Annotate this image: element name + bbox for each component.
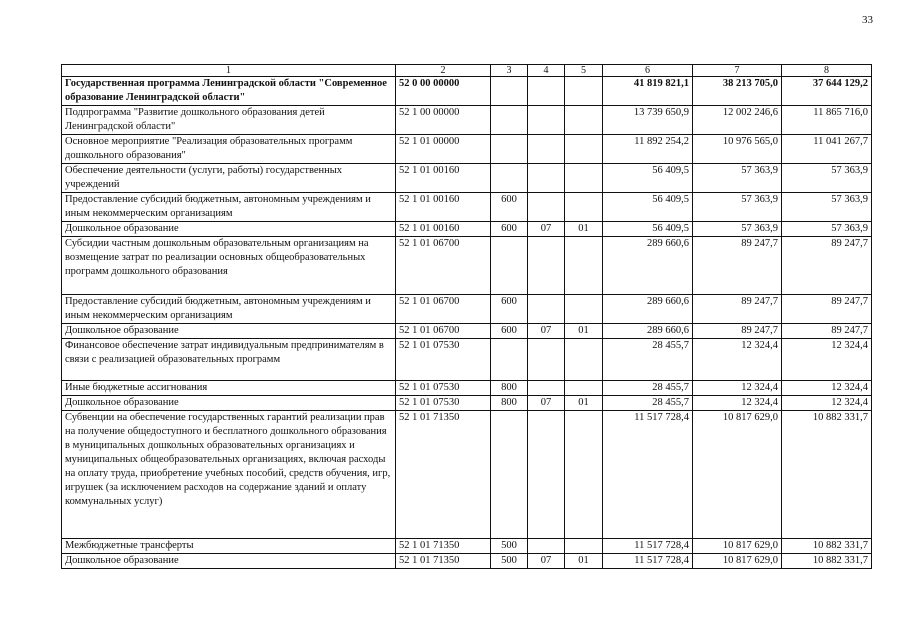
table-row (62, 77, 872, 106)
row-section (528, 295, 565, 324)
table-row (62, 539, 872, 554)
row-subsection (565, 164, 603, 193)
row-name: Подпрограмма "Развитие дошкольного образования детей Ленинградской области" (62, 106, 396, 135)
row-subsection (565, 237, 603, 295)
row-expense-type: 800 (491, 396, 528, 411)
row-expense-type: 500 (491, 539, 528, 554)
row-section (528, 77, 565, 106)
row-expense-type: 600 (491, 222, 528, 237)
row-subsection: 01 (565, 396, 603, 411)
row-section (528, 164, 565, 193)
row-value-year3: 37 644 129,2 (782, 77, 872, 106)
row-section (528, 237, 565, 295)
table-row (62, 324, 872, 339)
header-cell: 8 (782, 65, 872, 77)
row-value-year3: 11 865 716,0 (782, 106, 872, 135)
header-cell: 4 (528, 65, 565, 77)
row-value-year3: 10 882 331,7 (782, 411, 872, 539)
row-subsection: 01 (565, 324, 603, 339)
row-section (528, 135, 565, 164)
row-subsection (565, 135, 603, 164)
header-cell: 3 (491, 65, 528, 77)
table-row (62, 135, 872, 164)
row-value-year2: 38 213 705,0 (693, 77, 782, 106)
row-value-year1: 56 409,5 (603, 193, 693, 222)
row-value-year2: 57 363,9 (693, 164, 782, 193)
row-code: 52 1 01 07530 (396, 396, 491, 411)
row-name: Предоставление субсидий бюджетным, автономным учреждениям и иным некоммерческим организациям (62, 295, 396, 324)
header-cell: 7 (693, 65, 782, 77)
row-name: Основное мероприятие "Реализация образовательных программ дошкольного образования" (62, 135, 396, 164)
row-value-year3: 12 324,4 (782, 396, 872, 411)
row-section (528, 193, 565, 222)
row-expense-type: 600 (491, 193, 528, 222)
row-code: 52 1 01 00160 (396, 193, 491, 222)
row-expense-type: 600 (491, 324, 528, 339)
row-value-year3: 89 247,7 (782, 295, 872, 324)
row-subsection (565, 106, 603, 135)
row-value-year1: 11 517 728,4 (603, 539, 693, 554)
row-value-year2: 12 324,4 (693, 339, 782, 381)
row-code: 52 1 01 71350 (396, 539, 491, 554)
row-expense-type (491, 411, 528, 539)
row-expense-type: 500 (491, 554, 528, 569)
row-value-year3: 57 363,9 (782, 193, 872, 222)
row-value-year1: 28 455,7 (603, 381, 693, 396)
row-subsection: 01 (565, 222, 603, 237)
row-value-year2: 89 247,7 (693, 295, 782, 324)
row-code: 52 0 00 00000 (396, 77, 491, 106)
row-value-year2: 12 002 246,6 (693, 106, 782, 135)
row-value-year2: 12 324,4 (693, 381, 782, 396)
row-name: Дошкольное образование (62, 324, 396, 339)
row-name: Субсидии частным дошкольным образовательным организациям на возмещение затрат по реализации основных общеобразовательных программ дошкольного образования (62, 237, 396, 295)
table-row (62, 237, 872, 295)
row-expense-type (491, 77, 528, 106)
row-code: 52 1 01 07530 (396, 381, 491, 396)
header-cell: 2 (396, 65, 491, 77)
row-name: Дошкольное образование (62, 396, 396, 411)
table-row (62, 295, 872, 324)
row-code: 52 1 01 71350 (396, 411, 491, 539)
row-expense-type (491, 237, 528, 295)
row-value-year2: 57 363,9 (693, 222, 782, 237)
budget-table (61, 64, 872, 569)
row-name: Предоставление субсидий бюджетным, автономным учреждениям и иным некоммерческим организациям (62, 193, 396, 222)
row-section: 07 (528, 396, 565, 411)
row-code: 52 1 01 00160 (396, 222, 491, 237)
row-subsection (565, 193, 603, 222)
row-value-year1: 11 517 728,4 (603, 411, 693, 539)
row-subsection: 01 (565, 554, 603, 569)
row-section (528, 106, 565, 135)
row-section: 07 (528, 222, 565, 237)
row-value-year1: 28 455,7 (603, 339, 693, 381)
row-value-year3: 10 882 331,7 (782, 554, 872, 569)
row-value-year1: 13 739 650,9 (603, 106, 693, 135)
table-row (62, 193, 872, 222)
table-row (62, 164, 872, 193)
row-value-year2: 89 247,7 (693, 324, 782, 339)
row-name: Государственная программа Ленинградской области "Современное образование Ленинградской области" (62, 77, 396, 106)
row-expense-type (491, 164, 528, 193)
row-value-year2: 10 817 629,0 (693, 554, 782, 569)
row-section (528, 339, 565, 381)
row-expense-type (491, 135, 528, 164)
row-section (528, 539, 565, 554)
table-row (62, 222, 872, 237)
header-cell: 6 (603, 65, 693, 77)
row-value-year1: 11 892 254,2 (603, 135, 693, 164)
row-value-year1: 41 819 821,1 (603, 77, 693, 106)
row-value-year3: 12 324,4 (782, 381, 872, 396)
header-row (62, 65, 872, 77)
row-name: Дошкольное образование (62, 554, 396, 569)
row-value-year1: 28 455,7 (603, 396, 693, 411)
row-code: 52 1 01 06700 (396, 324, 491, 339)
row-name: Иные бюджетные ассигнования (62, 381, 396, 396)
row-value-year2: 57 363,9 (693, 193, 782, 222)
row-code: 52 1 01 71350 (396, 554, 491, 569)
table-row (62, 396, 872, 411)
row-expense-type: 800 (491, 381, 528, 396)
row-code: 52 1 01 06700 (396, 237, 491, 295)
row-section (528, 411, 565, 539)
row-code: 52 1 01 00000 (396, 135, 491, 164)
row-subsection (565, 539, 603, 554)
table-row (62, 411, 872, 539)
row-value-year1: 289 660,6 (603, 295, 693, 324)
row-subsection (565, 77, 603, 106)
row-value-year3: 57 363,9 (782, 164, 872, 193)
row-value-year2: 10 976 565,0 (693, 135, 782, 164)
row-value-year1: 289 660,6 (603, 237, 693, 295)
row-code: 52 1 01 07530 (396, 339, 491, 381)
row-value-year3: 11 041 267,7 (782, 135, 872, 164)
row-subsection (565, 295, 603, 324)
row-value-year3: 57 363,9 (782, 222, 872, 237)
row-value-year3: 10 882 331,7 (782, 539, 872, 554)
row-code: 52 1 00 00000 (396, 106, 491, 135)
row-subsection (565, 411, 603, 539)
row-value-year1: 11 517 728,4 (603, 554, 693, 569)
row-value-year2: 10 817 629,0 (693, 411, 782, 539)
row-value-year1: 56 409,5 (603, 222, 693, 237)
row-name: Межбюджетные трансферты (62, 539, 396, 554)
row-expense-type (491, 339, 528, 381)
row-value-year3: 89 247,7 (782, 324, 872, 339)
row-name: Субвенции на обеспечение государственных гарантий реализации прав на получение общедоступного и бесплатного дошкольного образования в муниципальных дошкольных образовательных организациях и муниципальных общеобразовательных организациях, включая расходы на оплату труда, приобретение учебных пособий, средств обучения, игр, игрушек (за исключением расходов на содержание зданий и оплату коммунальных услуг) (62, 411, 396, 539)
row-code: 52 1 01 00160 (396, 164, 491, 193)
row-expense-type: 600 (491, 295, 528, 324)
row-value-year2: 12 324,4 (693, 396, 782, 411)
row-subsection (565, 381, 603, 396)
row-name: Обеспечение деятельности (услуги, работы) государственных учреждений (62, 164, 396, 193)
header-cell: 1 (62, 65, 396, 77)
row-value-year2: 89 247,7 (693, 237, 782, 295)
row-section: 07 (528, 324, 565, 339)
table-row (62, 554, 872, 569)
row-section: 07 (528, 554, 565, 569)
table-row (62, 106, 872, 135)
header-cell: 5 (565, 65, 603, 77)
page-number: 33 (862, 14, 873, 26)
row-value-year1: 289 660,6 (603, 324, 693, 339)
row-name: Дошкольное образование (62, 222, 396, 237)
row-code: 52 1 01 06700 (396, 295, 491, 324)
row-section (528, 381, 565, 396)
row-value-year1: 56 409,5 (603, 164, 693, 193)
row-value-year3: 12 324,4 (782, 339, 872, 381)
row-value-year3: 89 247,7 (782, 237, 872, 295)
table-row (62, 381, 872, 396)
row-subsection (565, 339, 603, 381)
table-row (62, 339, 872, 381)
row-expense-type (491, 106, 528, 135)
row-name: Финансовое обеспечение затрат индивидуальным предпринимателям в связи с реализацией образовательных программ (62, 339, 396, 381)
row-value-year2: 10 817 629,0 (693, 539, 782, 554)
